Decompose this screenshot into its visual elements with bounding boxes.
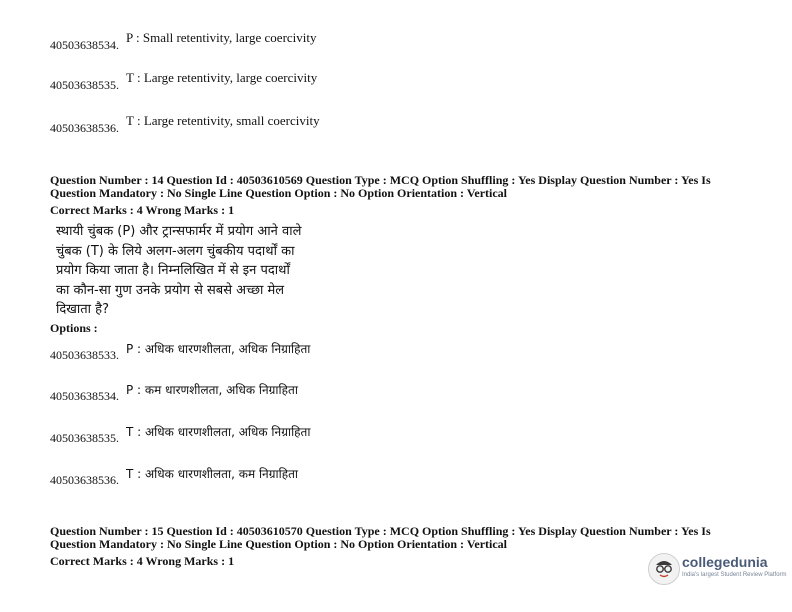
q15-header-line1: Question Number : 15 Question Id : 40503610570 Question Type : MCQ Option Shuffling : Yes Display Question Number : Yes Is <box>50 524 711 538</box>
option-number: 40503638536. <box>50 473 119 487</box>
q15-header <box>50 525 750 551</box>
option-text: P : अधिक धारणशीलता, अधिक निग्राहिता <box>126 342 311 356</box>
option-number: 40503638533. <box>50 348 119 362</box>
watermark-tagline: India's largest Student Review Platform <box>682 572 787 578</box>
q14-header-line2: Question Mandatory : No Single Line Question Option : No Option Orientation : Vertical <box>50 186 508 200</box>
option-number: 40503638534. <box>50 389 119 403</box>
q15-header-line2: Question Mandatory : No Single Line Question Option : No Option Orientation : Vertical <box>50 537 508 551</box>
option-number: 40503638535. <box>50 431 119 445</box>
q14-question-text <box>56 222 326 320</box>
question-line: दिखाता है? <box>56 302 109 317</box>
question-line: स्थायी चुंबक (P) और ट्रान्सफार्मर में प्रयोग आने वाले <box>56 224 302 239</box>
option-text: T : Large retentivity, large coercivity <box>126 70 318 85</box>
option-text: P : Small retentivity, large coercivity <box>126 30 317 45</box>
option-number: 40503638535. <box>50 78 119 92</box>
q14-options-label: Options : <box>50 321 98 335</box>
option-number: 40503638534. <box>50 38 119 52</box>
watermark-name: collegedunia <box>682 554 768 570</box>
q14-marks: Correct Marks : 4 Wrong Marks : 1 <box>50 203 235 217</box>
option-text: T : अधिक धारणशीलता, कम निग्राहिता <box>126 467 299 481</box>
q14-header <box>50 174 750 200</box>
question-line: चुंबक (T) के लिये अलग-अलग चुंबकीय पदार्थों का <box>56 243 295 259</box>
option-text: T : अधिक धारणशीलता, अधिक निग्राहिता <box>126 425 311 439</box>
option-text: T : Large retentivity, small coercivity <box>126 113 320 128</box>
option-number: 40503638536. <box>50 121 119 135</box>
question-line: प्रयोग किया जाता है। निम्नलिखित में से इन पदार्थों <box>56 263 290 278</box>
collegedunia-watermark <box>648 550 788 586</box>
question-line: का कौन-सा गुण उनके प्रयोग से सबसे अच्छा मेल <box>56 282 285 298</box>
q15-marks: Correct Marks : 4 Wrong Marks : 1 <box>50 554 235 568</box>
mascot-icon <box>648 553 680 585</box>
option-text: P : कम धारणशीलता, अधिक निग्राहिता <box>126 383 298 397</box>
q14-header-line1: Question Number : 14 Question Id : 40503610569 Question Type : MCQ Option Shuffling : Yes Display Question Number : Yes Is <box>50 173 711 187</box>
